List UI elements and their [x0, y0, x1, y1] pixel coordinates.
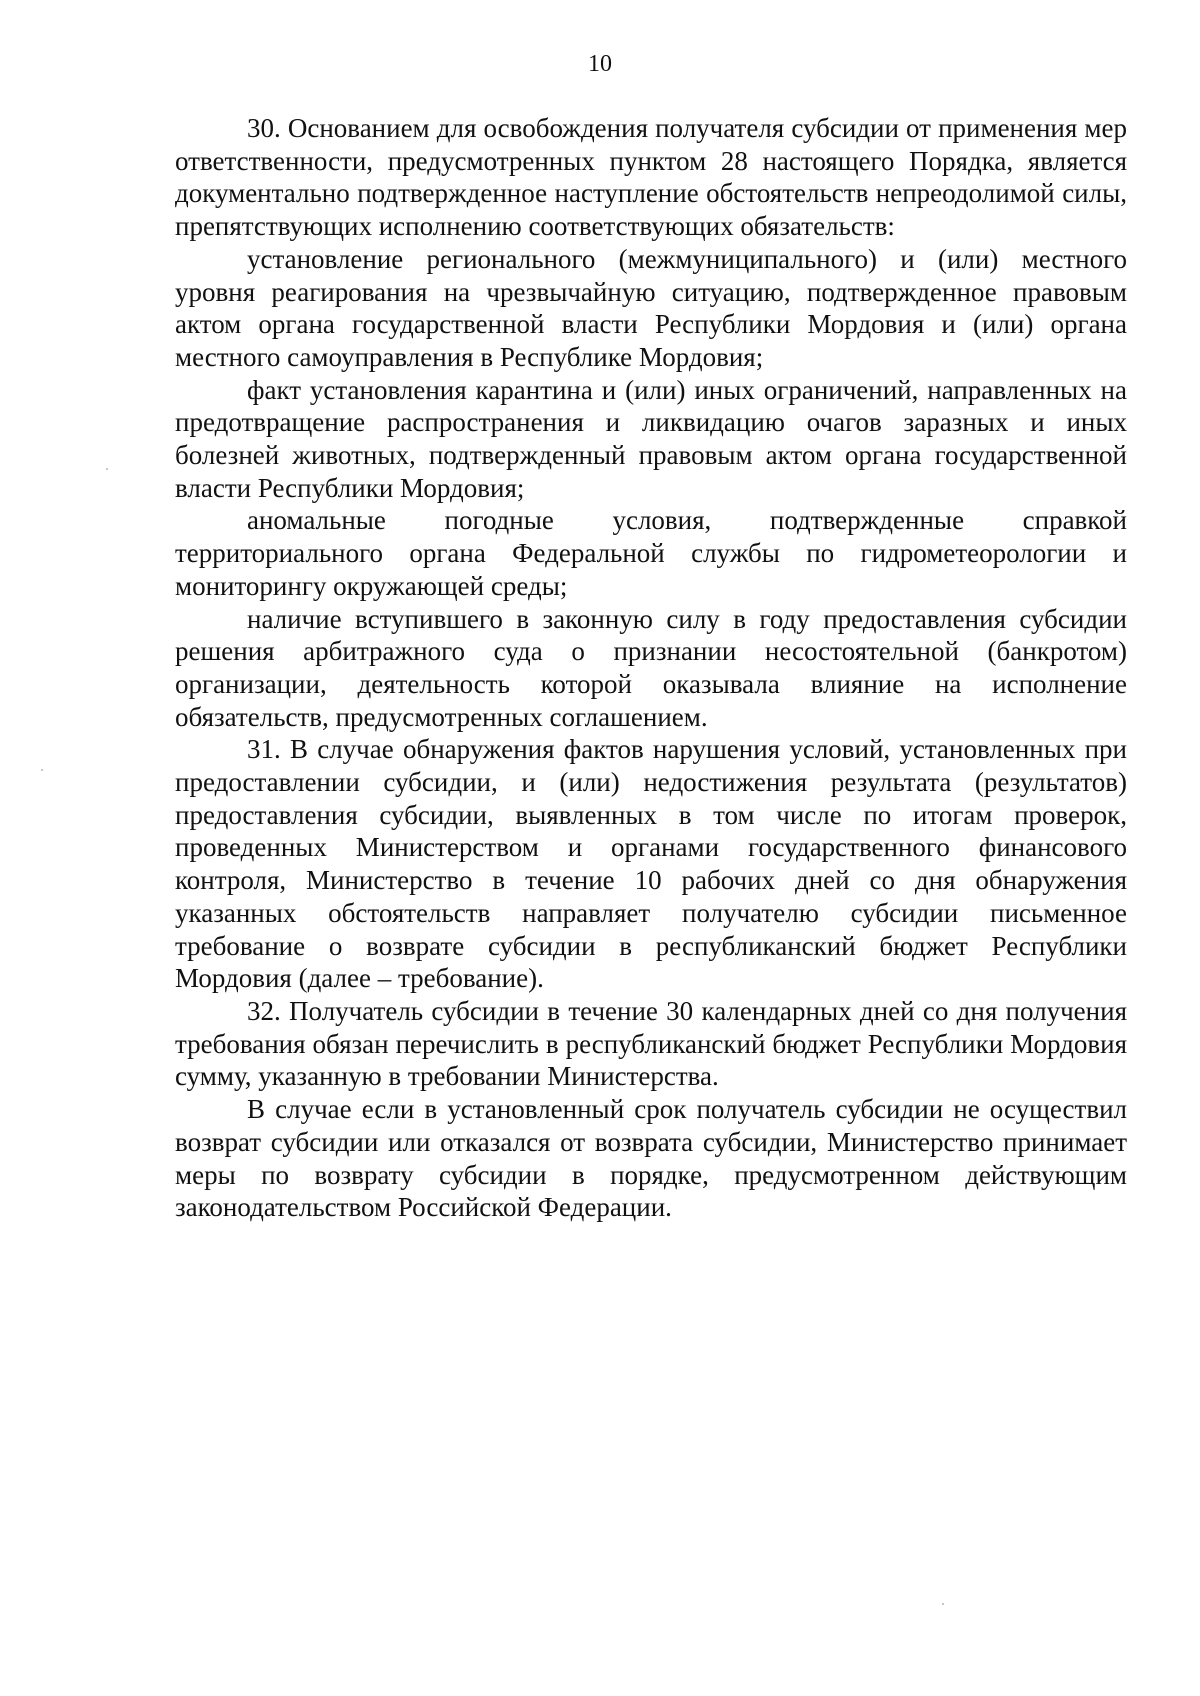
scan-speck: [106, 468, 108, 470]
paragraph-32-continuation: В случае если в установленный срок получатель субсидии не осуществил возврат субсидии или отказался от возврата субсидии, Министерство принимает меры по возврату субсидии в порядке, предусмотренном действующим законодательством Российской Федерации.: [175, 1094, 1127, 1223]
paragraph-30-item-bankruptcy: наличие вступившего в законную силу в году предоставления субсидии решения арбитражного суда о признании несостоятельной (банкротом) организации, деятельность которой оказывала влияние на исполнение обязательств, предусмотренных соглашением.: [175, 603, 1127, 732]
paragraph-30: 30. Основанием для освобождения получателя субсидии от применения мер ответственности, предусмотренных пунктом 28 настоящего Порядка, является документально подтвержденное наступление обстоятельств непреодолимой силы, препятствующих исполнению соответствующих обязательств:: [175, 113, 1127, 242]
paragraph-30-item-emergency: установление регионального (межмуниципального) и (или) местного уровня реагирования на чрезвычайную ситуацию, подтвержденное правовым актом органа государственной власти Республики Мордовия и (или) органа местного самоуправления в Республике Мордовия;: [175, 243, 1127, 372]
paragraph-30-item-quarantine: факт установления карантина и (или) иных ограничений, направленных на предотвращение распространения и ликвидацию очагов заразных и иных болезней животных, подтвержденный правовым актом органа государственной власти Республики Мордовия;: [175, 374, 1127, 503]
scan-speck: [942, 1603, 944, 1605]
page-number: 10: [588, 51, 612, 77]
paragraph-30-item-weather: аномальные погодные условия, подтвержденные справкой территориального органа Федеральной службы по гидрометеорологии и мониторингу окружающей среды;: [175, 505, 1127, 601]
scan-speck: [41, 769, 43, 771]
paragraph-32: 32. Получатель субсидии в течение 30 календарных дней со дня получения требования обязан перечислить в республиканский бюджет Республики Мордовия сумму, указанную в требовании Министерства.: [175, 995, 1127, 1092]
document-body: [175, 112, 1127, 1224]
paragraph-31: 31. В случае обнаружения фактов нарушения условий, установленных при предоставлении субсидии, и (или) недостижения результата (результатов) предоставления субсидии, выявленных в том числе по итогам проверок, проведенных Министерством и органами государственного финансового контроля, Министерство в течение 10 рабочих дней со дня обнаружения указанных обстоятельств направляет получателю субсидии письменное требование о возврате субсидии в республиканский бюджет Республики Мордовия (далее – требование).: [175, 734, 1127, 994]
